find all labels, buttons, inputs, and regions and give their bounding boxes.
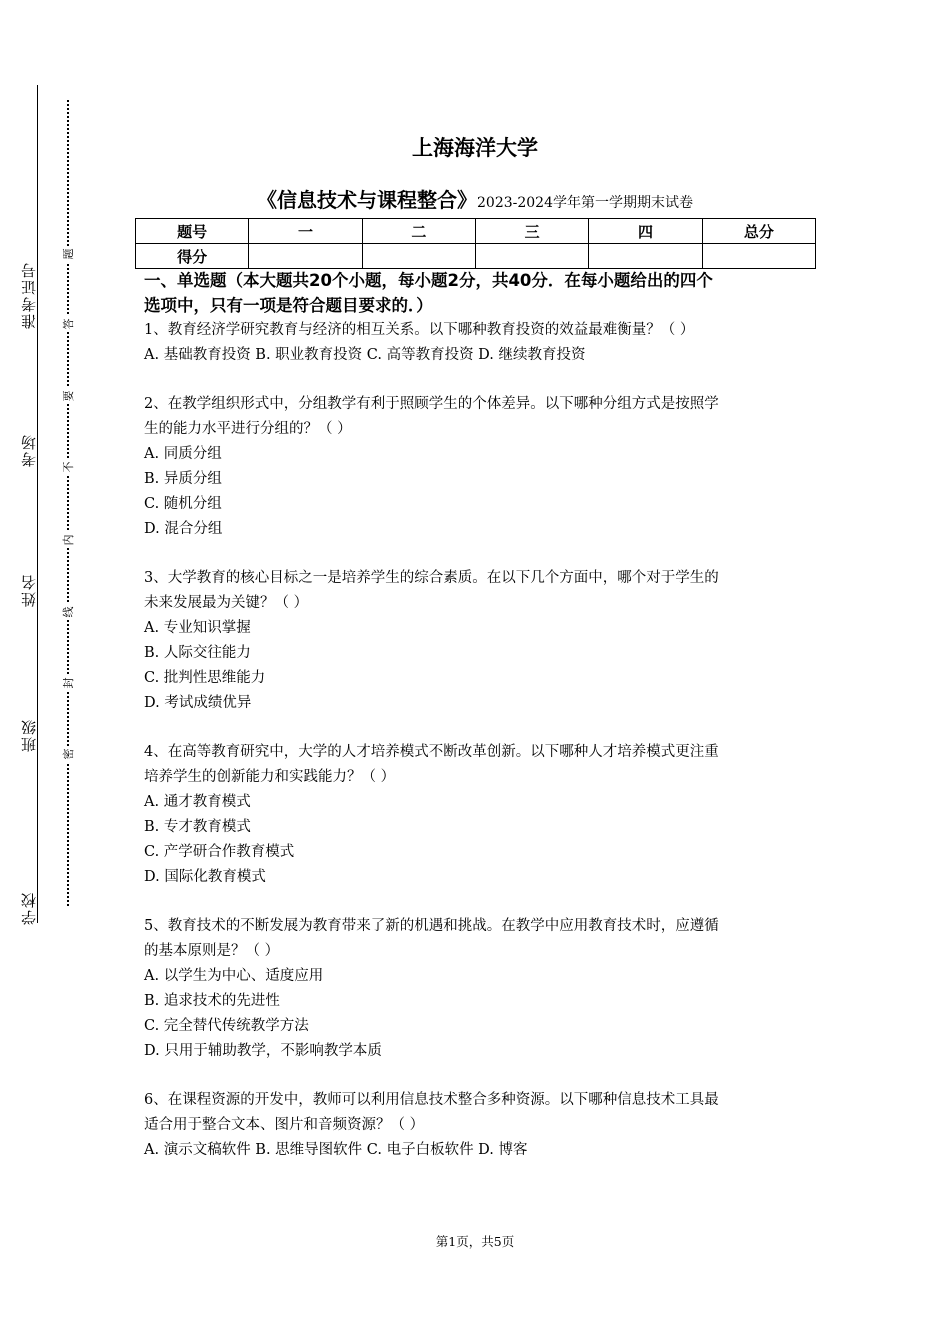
score-table-header-row bbox=[136, 219, 816, 244]
option-c: C. 批判性思维能力 bbox=[144, 670, 266, 686]
score-cell bbox=[249, 244, 362, 269]
score-cell bbox=[362, 244, 475, 269]
option-b: B. 追求技术的先进性 bbox=[144, 993, 280, 1009]
question-text: 适合用于整合文本、图片和音频资源？（ ） bbox=[144, 1117, 425, 1133]
option-c: C. 随机分组 bbox=[144, 496, 222, 512]
question-text: 4、在高等教育研究中，大学的人才培养模式不断改革创新。以下哪种人才培养模式更注重 bbox=[144, 744, 719, 760]
score-table bbox=[135, 218, 816, 269]
question-text: 培养学生的创新能力和实践能力？（ ） bbox=[144, 769, 396, 785]
section-heading-line: 选项中，只有一项是符合题目要求的．） bbox=[144, 296, 433, 315]
seal-char: 要 bbox=[60, 388, 76, 404]
option-b: B. 异质分组 bbox=[144, 471, 222, 487]
seal-char: 线 bbox=[60, 604, 76, 620]
question-2 bbox=[144, 392, 814, 542]
option-a: A. 以学生为中心、适度应用 bbox=[144, 968, 324, 984]
question-text: 的基本原则是？（ ） bbox=[144, 943, 280, 959]
option-d: D. 混合分组 bbox=[144, 521, 223, 537]
seal-char: 题 bbox=[60, 246, 76, 262]
exam-number-label: 准考证号 bbox=[20, 261, 38, 329]
score-table-score-row bbox=[136, 244, 816, 269]
option-d: D. 考试成绩优异 bbox=[144, 695, 252, 711]
score-cell bbox=[702, 244, 815, 269]
question-options: A. 演示文稿软件 B. 思维导图软件 C. 电子白板软件 D. 博客 bbox=[144, 1142, 528, 1158]
student-name-label: 姓名 bbox=[20, 573, 38, 607]
option-a: A. 通才教育模式 bbox=[144, 794, 251, 810]
option-d: D. 国际化教育模式 bbox=[144, 869, 266, 885]
option-a: A. 同质分组 bbox=[144, 446, 222, 462]
option-b: B. 人际交往能力 bbox=[144, 645, 251, 661]
seal-char: 内 bbox=[60, 532, 76, 548]
score-cell: 题号 bbox=[136, 219, 249, 244]
seal-char: 封 bbox=[60, 675, 76, 691]
score-cell: 一 bbox=[249, 219, 362, 244]
university-title: 上海海洋大学 bbox=[412, 136, 538, 160]
term-label: 2023-2024学年第一学期期末试卷 bbox=[477, 195, 693, 211]
seal-char: 答 bbox=[60, 316, 76, 332]
school-label: 学校 bbox=[20, 891, 38, 925]
question-4 bbox=[144, 740, 814, 890]
exam-content bbox=[144, 268, 814, 1163]
question-1 bbox=[144, 318, 814, 368]
course-name: 《信息技术与课程整合》 bbox=[257, 188, 477, 212]
question-3 bbox=[144, 566, 814, 716]
option-c: C. 产学研合作教育模式 bbox=[144, 844, 295, 860]
question-text: 生的能力水平进行分组的？（ ） bbox=[144, 421, 352, 437]
option-a: A. 专业知识掌握 bbox=[144, 620, 251, 636]
option-d: D. 只用于辅助教学，不影响教学本质 bbox=[144, 1043, 382, 1059]
score-cell: 得分 bbox=[136, 244, 249, 269]
section-heading-line: 一、单选题（本大题共20个小题，每小题2分，共40分．在每小题给出的四个 bbox=[144, 271, 713, 290]
score-cell: 二 bbox=[362, 219, 475, 244]
exam-room-label: 考场 bbox=[20, 433, 38, 467]
class-label: 班级 bbox=[20, 718, 38, 752]
question-text: 1、教育经济学研究教育与经济的相互关系。以下哪种教育投资的效益最难衡量？（ ） bbox=[144, 322, 695, 338]
score-cell: 总分 bbox=[702, 219, 815, 244]
question-text: 3、大学教育的核心目标之一是培养学生的综合素质。在以下几个方面中，哪个对于学生的 bbox=[144, 570, 719, 586]
seal-char: 密 bbox=[60, 746, 76, 762]
question-text: 6、在课程资源的开发中，教师可以利用信息技术整合多种资源。以下哪种信息技术工具最 bbox=[144, 1092, 719, 1108]
seal-dotted-line bbox=[67, 100, 69, 906]
question-5 bbox=[144, 914, 814, 1064]
question-text: 未来发展最为关键？（ ） bbox=[144, 595, 309, 611]
option-c: C. 完全替代传统教学方法 bbox=[144, 1018, 309, 1034]
question-text: 5、教育技术的不断发展为教育带来了新的机遇和挑战。在教学中应用教育技术时，应遵循 bbox=[144, 918, 719, 934]
question-text: 2、在教学组织形式中，分组教学有利于照顾学生的个体差异。以下哪种分组方式是按照学 bbox=[144, 396, 719, 412]
seal-char: 不 bbox=[60, 459, 76, 475]
question-options: A. 基础教育投资 B. 职业教育投资 C. 高等教育投资 D. 继续教育投资 bbox=[144, 347, 586, 363]
score-cell: 四 bbox=[589, 219, 702, 244]
page-footer: 第1页，共5页 bbox=[435, 1234, 515, 1249]
question-6 bbox=[144, 1088, 814, 1163]
score-cell bbox=[589, 244, 702, 269]
score-cell: 三 bbox=[475, 219, 588, 244]
score-cell bbox=[475, 244, 588, 269]
option-b: B. 专才教育模式 bbox=[144, 819, 251, 835]
exam-subtitle bbox=[0, 184, 950, 213]
